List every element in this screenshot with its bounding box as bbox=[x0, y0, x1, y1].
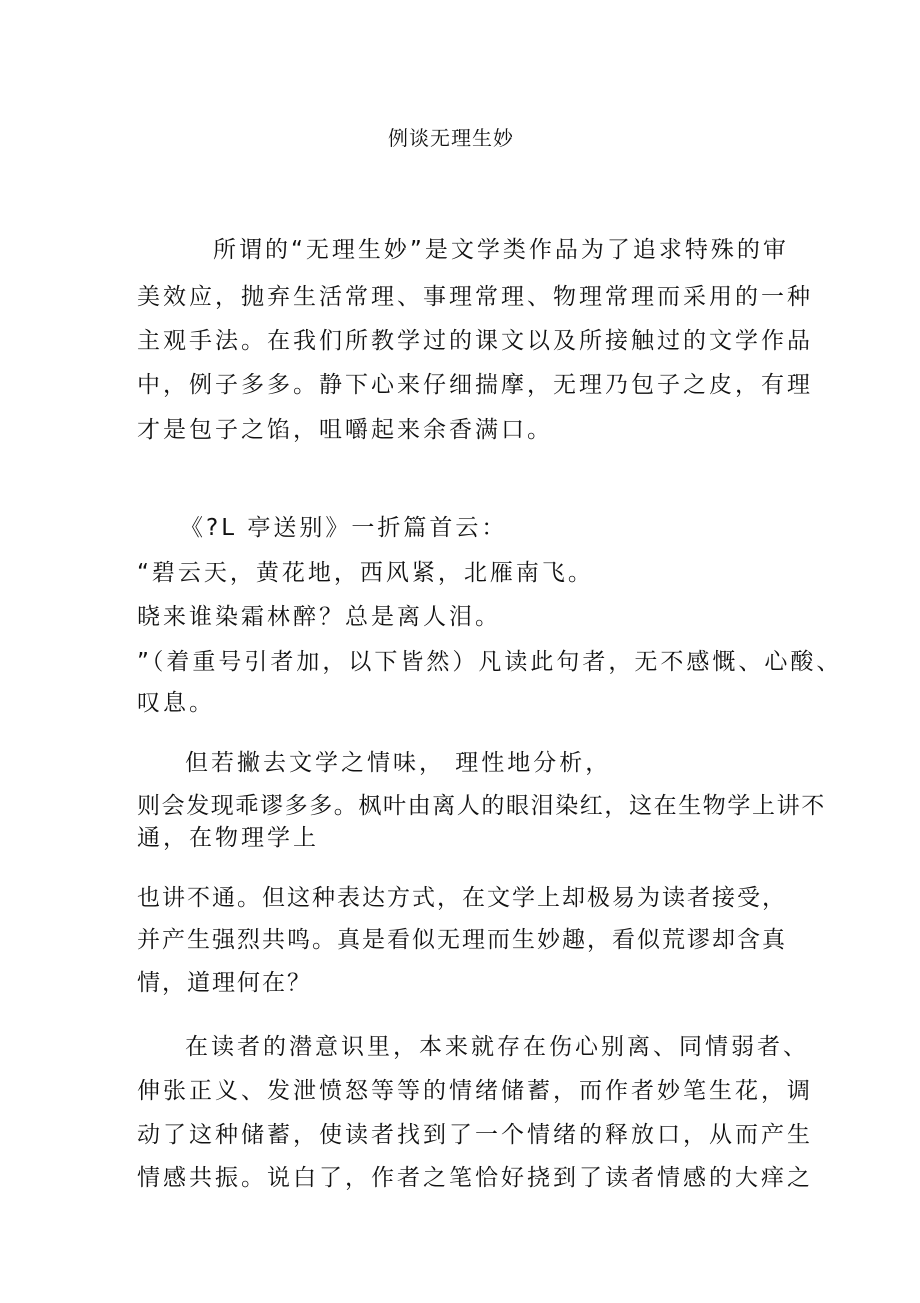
text-line: 情，道理何在？ bbox=[137, 970, 312, 996]
text-line: 动了这种储蓄，使读者找到了一个情绪的释放口，从而产生 bbox=[137, 1122, 813, 1148]
text-line: 晓来谁染霜林醉？总是离人泪。 bbox=[137, 604, 501, 630]
document-title: 例谈无理生妙 bbox=[388, 126, 514, 150]
text-line: 通，在物理学上 bbox=[137, 825, 319, 851]
text-line: 中，例子多多。静下心来仔细揣摩，无理乃包子之皮，有理 bbox=[137, 372, 813, 398]
text-line: ”（着重号引者加，以下皆然）凡读此句者，无不感慨、心酸、 bbox=[137, 649, 843, 675]
text-line: 伸张正义、发泄愤怒等等的情绪储蓄，而作者妙笔生花，调 bbox=[137, 1078, 813, 1104]
text-line: 但若撇去文学之情味， 理性地分析， bbox=[185, 750, 612, 776]
text-line: 则会发现乖谬多多。枫叶由离人的眼泪染红，这在生物学上讲不 bbox=[137, 793, 826, 819]
text-line: 并产生强烈共鸣。真是看似无理而生妙趣，看似荒谬却含真 bbox=[137, 927, 787, 953]
text-line: 才是包子之馅，咀嚼起来余香满口。 bbox=[137, 417, 553, 443]
text-line: 在读者的潜意识里，本来就存在伤心别离、同情弱者、 bbox=[185, 1034, 809, 1060]
text-line: 叹息。 bbox=[137, 690, 215, 716]
text-line: 情感共振。说白了，作者之笔恰好挠到了读者情感的大痒之 bbox=[137, 1165, 813, 1191]
text-line: 主观手法。在我们所教学过的课文以及所接触过的文学作品 bbox=[137, 328, 813, 354]
text-line: 美效应，抛弃生活常理、事理常理、物理常理而采用的一种 bbox=[137, 284, 813, 310]
text-line: 所谓的“无理生妙”是文学类作品为了追求特殊的审 bbox=[213, 237, 789, 263]
text-line: 《?L 亭送别》一折篇首云： bbox=[180, 515, 508, 541]
text-line: “碧云天，黄花地，西风紧，北雁南飞。 bbox=[137, 560, 594, 586]
text-line: 也讲不通。但这种表达方式，在文学上却极易为读者接受， bbox=[137, 885, 787, 911]
